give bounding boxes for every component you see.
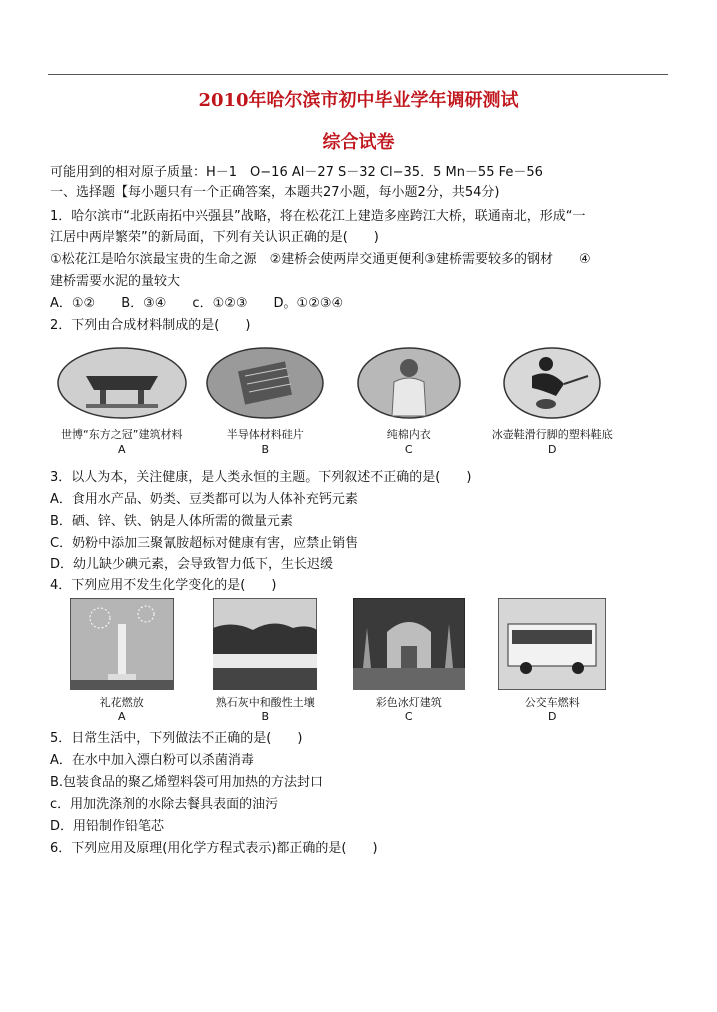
q4-caption-b: 熟石灰中和酸性土壤 (215, 696, 315, 709)
q4-option-b (194, 598, 338, 724)
q4-letter-c: C (404, 710, 413, 723)
q1-line1: 1．哈尔滨市“北跃南拓中兴强县”战略，将在松花江上建造多座跨江大桥，联通南北，形成“一 (50, 209, 586, 224)
exam-title: 2010年哈尔滨市初中毕业学年调研测试 (198, 90, 519, 111)
curling-player-photo (502, 346, 602, 420)
q4-caption-a: 礼花燃放 (99, 696, 144, 709)
q2-letter-c: C (404, 443, 413, 456)
q2-caption-d: 冰壶鞋滑行脚的塑料鞋底 (491, 428, 613, 441)
q2-image-row (50, 344, 624, 460)
exam-subtitle: 综合试卷 (322, 132, 395, 153)
q2-letter-d: D (548, 443, 557, 456)
lime-soil-photo (213, 598, 317, 690)
q5-option-c: c．用加洗涤剂的水除去餐具表面的油污 (50, 797, 279, 812)
q2-letter-a: A (117, 443, 126, 456)
q4-caption-c: 彩色冰灯建筑 (375, 696, 442, 709)
silicon-chip-photo (205, 346, 325, 420)
q4-option-a (50, 598, 194, 724)
ice-lantern-photo (353, 598, 465, 690)
q2-stem: 2．下列由合成材料制成的是( ) (50, 318, 251, 333)
q1-options: A．①② B．③④ c．①②③ D。①②③④ (50, 296, 344, 311)
q1-line2: 江居中两岸繁荣”的新局面，下列有关认识正确的是( ) (50, 230, 379, 245)
q4-letter-b: B (261, 710, 270, 723)
q4-stem: 4．下列应用不发生化学变化的是( ) (50, 578, 277, 593)
q2-caption-b: 半导体材料硅片 (226, 428, 304, 441)
q3-stem: 3．以人为本，关注健康，是人类永恒的主题。下列叙述不正确的是( ) (50, 470, 472, 485)
fireworks-monument-photo (70, 598, 174, 690)
q4-option-c (337, 598, 481, 724)
q6-stem: 6．下列应用及原理(用化学方程式表示)都正确的是( ) (50, 841, 378, 856)
q3-option-b: B．硒、锌、铁、钠是人体所需的微量元素 (50, 514, 293, 529)
q2-option-d (481, 344, 625, 460)
q4-option-d (481, 598, 625, 724)
q4-caption-d: 公交车燃料 (524, 696, 580, 709)
atomic-masses: 可能用到的相对原子质量：H－1 O−16 Al－27 S－32 Cl−35．5 Mn－55 Fe－56 (50, 165, 543, 180)
q4-image-row (50, 598, 624, 724)
q5-option-a: A．在水中加入漂白粉可以杀菌消毒 (50, 753, 254, 768)
q5-option-d: D．用铅制作铅笔芯 (50, 819, 165, 834)
q4-letter-a: A (117, 710, 126, 723)
q3-option-c: C．奶粉中添加三聚氰胺超标对健康有害，应禁止销售 (50, 536, 359, 551)
q2-option-a (50, 344, 194, 460)
q1-line4: 建桥需要水泥的量较大 (50, 274, 181, 289)
q2-option-c (337, 344, 481, 460)
header-rule (48, 74, 668, 75)
section-heading: 一、选择题【每小题只有一个正确答案，本题共27小题，每小题2分，共54分) (50, 185, 500, 200)
q5-stem: 5．日常生活中，下列做法不正确的是( ) (50, 731, 303, 746)
q2-option-b (194, 344, 338, 460)
q3-option-a: A．食用水产品、奶类、豆类都可以为人体补充钙元素 (50, 492, 358, 507)
bus-photo (498, 598, 606, 690)
q1-line3: ①松花江是哈尔滨最宝贵的生命之源 ②建桥会使两岸交通更便利③建桥需要较多的钢材 ④ (50, 252, 591, 267)
cotton-underwear-photo (356, 346, 462, 420)
china-pavilion-photo (56, 346, 188, 420)
q3-option-d: D．幼儿缺少碘元素，会导致智力低下，生长迟缓 (50, 557, 334, 572)
q5-option-b: B.包装食品的聚乙烯塑料袋可用加热的方法封口 (50, 775, 324, 790)
q2-caption-a: 世博“东方之冠”建筑材料 (61, 428, 183, 441)
q2-caption-c: 纯棉内衣 (386, 428, 431, 441)
q4-letter-d: D (548, 710, 557, 723)
q2-letter-b: B (261, 443, 270, 456)
